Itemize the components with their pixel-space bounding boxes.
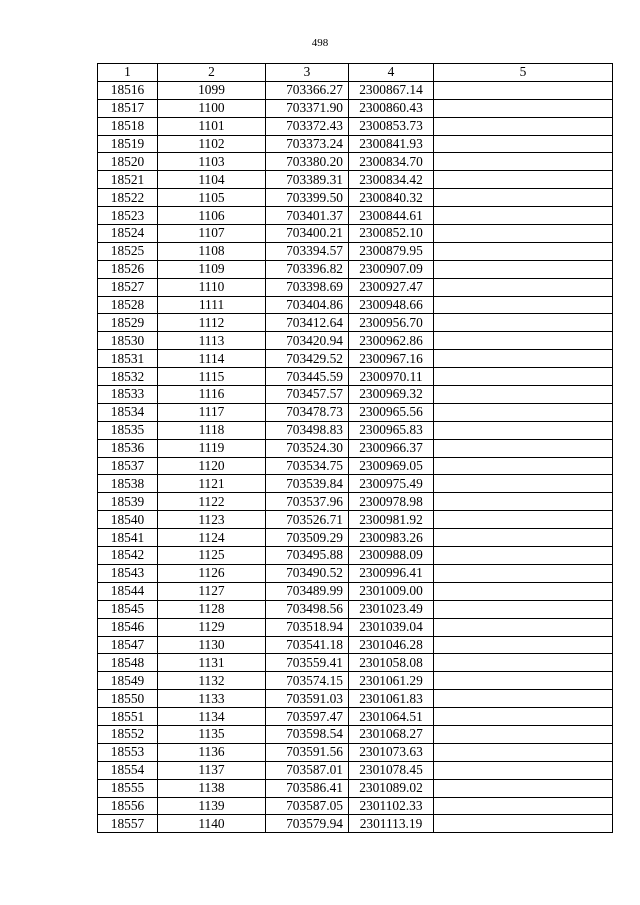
row-number-cell: 18537	[98, 457, 158, 475]
x-coordinate-cell: 703518.94	[266, 618, 349, 636]
table-row	[98, 600, 613, 618]
y-coordinate-cell: 2300860.43	[349, 99, 434, 117]
table-row	[98, 296, 613, 314]
note-cell	[434, 672, 613, 690]
note-cell	[434, 654, 613, 672]
y-coordinate-cell: 2300996.41	[349, 564, 434, 582]
x-coordinate-cell: 703373.24	[266, 135, 349, 153]
row-number-cell: 18534	[98, 403, 158, 421]
y-coordinate-cell: 2300853.73	[349, 117, 434, 135]
row-number-cell: 18557	[98, 815, 158, 833]
x-coordinate-cell: 703574.15	[266, 672, 349, 690]
row-number-cell: 18539	[98, 493, 158, 511]
table-row	[98, 260, 613, 278]
column-header-1: 1	[98, 64, 158, 82]
table-row	[98, 511, 613, 529]
table-row	[98, 81, 613, 99]
note-cell	[434, 278, 613, 296]
y-coordinate-cell: 2300844.61	[349, 207, 434, 225]
row-number-cell: 18554	[98, 761, 158, 779]
row-number-cell: 18522	[98, 189, 158, 207]
row-number-cell: 18540	[98, 511, 158, 529]
table-row	[98, 618, 613, 636]
row-number-cell: 18536	[98, 439, 158, 457]
x-coordinate-cell: 703398.69	[266, 278, 349, 296]
row-number-cell: 18518	[98, 117, 158, 135]
row-number-cell: 18520	[98, 153, 158, 171]
x-coordinate-cell: 703401.37	[266, 207, 349, 225]
table-row	[98, 815, 613, 833]
note-cell	[434, 475, 613, 493]
row-number-cell: 18551	[98, 708, 158, 726]
point-number-cell: 1116	[158, 386, 266, 404]
point-number-cell: 1109	[158, 260, 266, 278]
x-coordinate-cell: 703586.41	[266, 779, 349, 797]
x-coordinate-cell: 703587.01	[266, 761, 349, 779]
table-row	[98, 242, 613, 260]
point-number-cell: 1110	[158, 278, 266, 296]
y-coordinate-cell: 2301046.28	[349, 636, 434, 654]
row-number-cell: 18535	[98, 421, 158, 439]
note-cell	[434, 99, 613, 117]
table-row	[98, 225, 613, 243]
point-number-cell: 1115	[158, 368, 266, 386]
table-row	[98, 189, 613, 207]
point-number-cell: 1131	[158, 654, 266, 672]
y-coordinate-cell: 2300969.32	[349, 386, 434, 404]
row-number-cell: 18546	[98, 618, 158, 636]
x-coordinate-cell: 703534.75	[266, 457, 349, 475]
point-number-cell: 1124	[158, 529, 266, 547]
note-cell	[434, 332, 613, 350]
table-body	[98, 81, 613, 832]
row-number-cell: 18533	[98, 386, 158, 404]
y-coordinate-cell: 2301102.33	[349, 797, 434, 815]
coordinates-table	[97, 63, 613, 833]
point-number-cell: 1119	[158, 439, 266, 457]
x-coordinate-cell: 703591.03	[266, 690, 349, 708]
y-coordinate-cell: 2300948.66	[349, 296, 434, 314]
note-cell	[434, 153, 613, 171]
point-number-cell: 1127	[158, 582, 266, 600]
x-coordinate-cell: 703400.21	[266, 225, 349, 243]
table-row	[98, 117, 613, 135]
note-cell	[434, 600, 613, 618]
point-number-cell: 1105	[158, 189, 266, 207]
row-number-cell: 18529	[98, 314, 158, 332]
x-coordinate-cell: 703420.94	[266, 332, 349, 350]
column-header-4: 4	[349, 64, 434, 82]
y-coordinate-cell: 2300927.47	[349, 278, 434, 296]
table-row	[98, 547, 613, 565]
y-coordinate-cell: 2300840.32	[349, 189, 434, 207]
row-number-cell: 18556	[98, 797, 158, 815]
row-number-cell: 18548	[98, 654, 158, 672]
y-coordinate-cell: 2300965.56	[349, 403, 434, 421]
table-row	[98, 457, 613, 475]
row-number-cell: 18549	[98, 672, 158, 690]
table-row	[98, 439, 613, 457]
point-number-cell: 1103	[158, 153, 266, 171]
column-header-2: 2	[158, 64, 266, 82]
x-coordinate-cell: 703541.18	[266, 636, 349, 654]
y-coordinate-cell: 2300981.92	[349, 511, 434, 529]
point-number-cell: 1125	[158, 547, 266, 565]
point-number-cell: 1128	[158, 600, 266, 618]
x-coordinate-cell: 703579.94	[266, 815, 349, 833]
row-number-cell: 18552	[98, 725, 158, 743]
y-coordinate-cell: 2301061.83	[349, 690, 434, 708]
table-row	[98, 171, 613, 189]
y-coordinate-cell: 2300867.14	[349, 81, 434, 99]
row-number-cell: 18526	[98, 260, 158, 278]
point-number-cell: 1100	[158, 99, 266, 117]
table-row	[98, 761, 613, 779]
point-number-cell: 1135	[158, 725, 266, 743]
note-cell	[434, 547, 613, 565]
note-cell	[434, 511, 613, 529]
column-header-5: 5	[434, 64, 613, 82]
x-coordinate-cell: 703478.73	[266, 403, 349, 421]
table-row	[98, 368, 613, 386]
point-number-cell: 1101	[158, 117, 266, 135]
y-coordinate-cell: 2301073.63	[349, 743, 434, 761]
x-coordinate-cell: 703389.31	[266, 171, 349, 189]
column-header-3: 3	[266, 64, 349, 82]
point-number-cell: 1107	[158, 225, 266, 243]
row-number-cell: 18519	[98, 135, 158, 153]
table-row	[98, 493, 613, 511]
row-number-cell: 18550	[98, 690, 158, 708]
y-coordinate-cell: 2301058.08	[349, 654, 434, 672]
x-coordinate-cell: 703526.71	[266, 511, 349, 529]
row-number-cell: 18555	[98, 779, 158, 797]
x-coordinate-cell: 703591.56	[266, 743, 349, 761]
point-number-cell: 1132	[158, 672, 266, 690]
row-number-cell: 18523	[98, 207, 158, 225]
y-coordinate-cell: 2300852.10	[349, 225, 434, 243]
row-number-cell: 18521	[98, 171, 158, 189]
x-coordinate-cell: 703539.84	[266, 475, 349, 493]
table-row	[98, 332, 613, 350]
point-number-cell: 1108	[158, 242, 266, 260]
note-cell	[434, 81, 613, 99]
note-cell	[434, 708, 613, 726]
point-number-cell: 1129	[158, 618, 266, 636]
y-coordinate-cell: 2301068.27	[349, 725, 434, 743]
x-coordinate-cell: 703399.50	[266, 189, 349, 207]
note-cell	[434, 457, 613, 475]
note-cell	[434, 743, 613, 761]
point-number-cell: 1138	[158, 779, 266, 797]
y-coordinate-cell: 2300967.16	[349, 350, 434, 368]
note-cell	[434, 189, 613, 207]
y-coordinate-cell: 2300983.26	[349, 529, 434, 547]
y-coordinate-cell: 2300969.05	[349, 457, 434, 475]
note-cell	[434, 582, 613, 600]
y-coordinate-cell: 2300970.11	[349, 368, 434, 386]
table-row	[98, 386, 613, 404]
point-number-cell: 1123	[158, 511, 266, 529]
point-number-cell: 1111	[158, 296, 266, 314]
row-number-cell: 18538	[98, 475, 158, 493]
point-number-cell: 1104	[158, 171, 266, 189]
note-cell	[434, 439, 613, 457]
y-coordinate-cell: 2301039.04	[349, 618, 434, 636]
note-cell	[434, 403, 613, 421]
y-coordinate-cell: 2300834.42	[349, 171, 434, 189]
x-coordinate-cell: 703457.57	[266, 386, 349, 404]
x-coordinate-cell: 703380.20	[266, 153, 349, 171]
table-row	[98, 99, 613, 117]
table-row	[98, 690, 613, 708]
y-coordinate-cell: 2300988.09	[349, 547, 434, 565]
row-number-cell: 18530	[98, 332, 158, 350]
row-number-cell: 18528	[98, 296, 158, 314]
y-coordinate-cell: 2301078.45	[349, 761, 434, 779]
x-coordinate-cell: 703498.83	[266, 421, 349, 439]
table-row	[98, 350, 613, 368]
table-row	[98, 153, 613, 171]
table-row	[98, 708, 613, 726]
table-row	[98, 797, 613, 815]
table-row	[98, 475, 613, 493]
row-number-cell: 18531	[98, 350, 158, 368]
table-row	[98, 743, 613, 761]
y-coordinate-cell: 2300879.95	[349, 242, 434, 260]
x-coordinate-cell: 703509.29	[266, 529, 349, 547]
x-coordinate-cell: 703429.52	[266, 350, 349, 368]
table-row	[98, 135, 613, 153]
table-row	[98, 636, 613, 654]
x-coordinate-cell: 703524.30	[266, 439, 349, 457]
x-coordinate-cell: 703371.90	[266, 99, 349, 117]
y-coordinate-cell: 2301113.19	[349, 815, 434, 833]
point-number-cell: 1133	[158, 690, 266, 708]
note-cell	[434, 260, 613, 278]
row-number-cell: 18543	[98, 564, 158, 582]
row-number-cell: 18532	[98, 368, 158, 386]
note-cell	[434, 636, 613, 654]
point-number-cell: 1140	[158, 815, 266, 833]
x-coordinate-cell: 703597.47	[266, 708, 349, 726]
x-coordinate-cell: 703587.05	[266, 797, 349, 815]
x-coordinate-cell: 703404.86	[266, 296, 349, 314]
x-coordinate-cell: 703490.52	[266, 564, 349, 582]
point-number-cell: 1120	[158, 457, 266, 475]
y-coordinate-cell: 2301023.49	[349, 600, 434, 618]
x-coordinate-cell: 703412.64	[266, 314, 349, 332]
table-row	[98, 654, 613, 672]
row-number-cell: 18516	[98, 81, 158, 99]
point-number-cell: 1137	[158, 761, 266, 779]
y-coordinate-cell: 2301061.29	[349, 672, 434, 690]
note-cell	[434, 690, 613, 708]
row-number-cell: 18525	[98, 242, 158, 260]
y-coordinate-cell: 2300962.86	[349, 332, 434, 350]
table-row	[98, 725, 613, 743]
point-number-cell: 1139	[158, 797, 266, 815]
x-coordinate-cell: 703372.43	[266, 117, 349, 135]
point-number-cell: 1112	[158, 314, 266, 332]
table-row	[98, 421, 613, 439]
x-coordinate-cell: 703495.88	[266, 547, 349, 565]
point-number-cell: 1136	[158, 743, 266, 761]
note-cell	[434, 761, 613, 779]
row-number-cell: 18544	[98, 582, 158, 600]
note-cell	[434, 529, 613, 547]
note-cell	[434, 815, 613, 833]
table-row	[98, 403, 613, 421]
row-number-cell: 18547	[98, 636, 158, 654]
row-number-cell: 18517	[98, 99, 158, 117]
x-coordinate-cell: 703498.56	[266, 600, 349, 618]
y-coordinate-cell: 2300841.93	[349, 135, 434, 153]
row-number-cell: 18545	[98, 600, 158, 618]
x-coordinate-cell: 703559.41	[266, 654, 349, 672]
point-number-cell: 1102	[158, 135, 266, 153]
note-cell	[434, 368, 613, 386]
note-cell	[434, 314, 613, 332]
note-cell	[434, 797, 613, 815]
row-number-cell: 18553	[98, 743, 158, 761]
row-number-cell: 18541	[98, 529, 158, 547]
row-number-cell: 18542	[98, 547, 158, 565]
y-coordinate-cell: 2300978.98	[349, 493, 434, 511]
note-cell	[434, 493, 613, 511]
point-number-cell: 1122	[158, 493, 266, 511]
note-cell	[434, 225, 613, 243]
note-cell	[434, 117, 613, 135]
y-coordinate-cell: 2300907.09	[349, 260, 434, 278]
x-coordinate-cell: 703598.54	[266, 725, 349, 743]
x-coordinate-cell: 703537.96	[266, 493, 349, 511]
point-number-cell: 1126	[158, 564, 266, 582]
y-coordinate-cell: 2300834.70	[349, 153, 434, 171]
y-coordinate-cell: 2301064.51	[349, 708, 434, 726]
y-coordinate-cell: 2300956.70	[349, 314, 434, 332]
table-row	[98, 564, 613, 582]
note-cell	[434, 725, 613, 743]
point-number-cell: 1113	[158, 332, 266, 350]
note-cell	[434, 386, 613, 404]
table-row	[98, 529, 613, 547]
y-coordinate-cell: 2301089.02	[349, 779, 434, 797]
point-number-cell: 1118	[158, 421, 266, 439]
x-coordinate-cell: 703394.57	[266, 242, 349, 260]
table-row	[98, 582, 613, 600]
note-cell	[434, 135, 613, 153]
point-number-cell: 1117	[158, 403, 266, 421]
x-coordinate-cell: 703366.27	[266, 81, 349, 99]
point-number-cell: 1121	[158, 475, 266, 493]
x-coordinate-cell: 703445.59	[266, 368, 349, 386]
table-row	[98, 278, 613, 296]
row-number-cell: 18524	[98, 225, 158, 243]
page-number: 498	[311, 37, 329, 49]
note-cell	[434, 564, 613, 582]
y-coordinate-cell: 2300966.37	[349, 439, 434, 457]
table-row	[98, 207, 613, 225]
y-coordinate-cell: 2300965.83	[349, 421, 434, 439]
note-cell	[434, 207, 613, 225]
table-row	[98, 672, 613, 690]
note-cell	[434, 421, 613, 439]
note-cell	[434, 779, 613, 797]
row-number-cell: 18527	[98, 278, 158, 296]
table-row	[98, 779, 613, 797]
point-number-cell: 1134	[158, 708, 266, 726]
point-number-cell: 1106	[158, 207, 266, 225]
point-number-cell: 1099	[158, 81, 266, 99]
note-cell	[434, 171, 613, 189]
note-cell	[434, 618, 613, 636]
y-coordinate-cell: 2300975.49	[349, 475, 434, 493]
y-coordinate-cell: 2301009.00	[349, 582, 434, 600]
note-cell	[434, 350, 613, 368]
note-cell	[434, 296, 613, 314]
table-row	[98, 314, 613, 332]
point-number-cell: 1114	[158, 350, 266, 368]
table-header-row	[98, 64, 613, 82]
note-cell	[434, 242, 613, 260]
x-coordinate-cell: 703396.82	[266, 260, 349, 278]
point-number-cell: 1130	[158, 636, 266, 654]
x-coordinate-cell: 703489.99	[266, 582, 349, 600]
